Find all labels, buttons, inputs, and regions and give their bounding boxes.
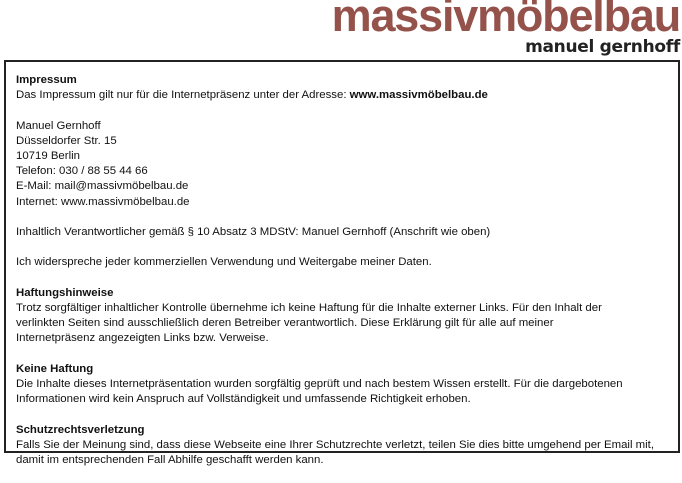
address-name: Manuel Gernhoff [16, 119, 101, 132]
impressum-intro-url[interactable]: www.massivmöbelbau.de [349, 89, 488, 102]
impressum-intro [16, 88, 668, 103]
email-label: E-Mail: [16, 180, 55, 193]
responsible-section [16, 225, 668, 240]
keine-haftung-line: Informationen wird kein Anspruch auf Vollständigkeit und umfassende Richtigkeit erhoben. [16, 393, 471, 406]
logo-subtitle: manuel gernhoff [525, 37, 680, 57]
internet-label: Internet: [16, 195, 61, 208]
address-internet-line [16, 195, 668, 210]
haftungshinweise-heading: Haftungshinweise [16, 286, 114, 299]
site-logo[interactable] [332, 0, 680, 56]
schutzrecht-heading: Schutzrechtsverletzung [16, 423, 145, 436]
logo-title: massivmöbelbau [331, 0, 680, 41]
email-link[interactable]: mail@massivmöbelbau.de [54, 180, 189, 193]
keine-haftung-section [16, 362, 668, 408]
address-street: Düsseldorfer Str. 15 [16, 134, 117, 147]
objection-section [16, 255, 668, 270]
impressum-box [4, 60, 680, 466]
responsible-text: Inhaltlich Verantwortlicher gemäß § 10 Absatz 3 MDStV: Manuel Gernhoff (Anschrift wie oben) [16, 226, 491, 238]
objection-text: Ich widerspreche jeder kommerziellen Verwendung und Weitergabe meiner Daten. [16, 256, 432, 269]
keine-haftung-line: Die Inhalte dieses Internetpräsentation wurden sorgfältig geprüft und nach bestem Wissen erstellt. Für die dargebotenen [16, 377, 623, 390]
address-email-line [16, 179, 668, 194]
address-city: 10719 Berlin [16, 150, 80, 162]
haftungshinweise-section [16, 286, 668, 347]
keine-haftung-heading: Keine Haftung [16, 362, 94, 375]
haftungshinweise-line: Trotz sorgfältiger inhaltlicher Kontrolle übernehme ich keine Haftung für die Inhalte externer Links. Für den Inhalt der [16, 301, 602, 314]
address-block [16, 119, 668, 210]
schutzrecht-line: Falls Sie der Meinung sind, dass diese Webseite eine Ihrer Schutzrechte verletzt, teilen Sie dies bitte umgehend per Email mit, [16, 438, 654, 451]
haftungshinweise-line: Internetpräsenz angezeigten Links bzw. Verweise. [16, 332, 269, 345]
impressum-content [16, 73, 668, 483]
internet-link[interactable]: www.massivmöbelbau.de [60, 195, 190, 208]
impressum-section [16, 73, 668, 103]
address-phone: Telefon: 030 / 88 55 44 66 [16, 165, 148, 178]
impressum-intro-text: Das Impressum gilt nur für die Internetpräsenz unter der Adresse: [16, 89, 350, 102]
impressum-heading: Impressum [16, 74, 77, 86]
schutzrecht-section [16, 423, 668, 469]
schutzrecht-line: damit im entsprechenden Fall Abhilfe geschafft werden kann. [16, 453, 324, 466]
haftungshinweise-line: verlinkten Seiten sind ausschließlich deren Betreiber verantwortlich. Diese Erklärung gilt für alle auf meiner [16, 317, 554, 330]
